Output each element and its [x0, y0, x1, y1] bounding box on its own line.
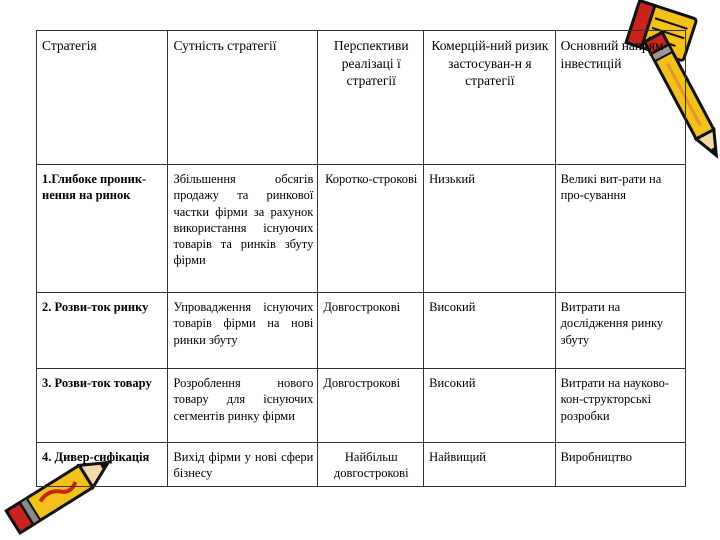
cell-investment: Витрати на науково-кон-структорські розробки: [555, 369, 685, 443]
cell-prospects: Найбільш довгострокові: [318, 443, 424, 487]
cell-risk: Високий: [424, 369, 555, 443]
strategy-table: [36, 30, 686, 487]
cell-essence: Вихід фірми у нові сфери бізнесу: [168, 443, 318, 487]
cell-risk: Високий: [424, 293, 555, 369]
cell-investment: Великі вит-рати на про-сування: [555, 165, 685, 293]
table-row: [37, 443, 686, 487]
cell-strategy: 3. Розви-ток товару: [37, 369, 168, 443]
cell-strategy: 2. Розви-ток ринку: [37, 293, 168, 369]
cell-prospects: Коротко-строкові: [318, 165, 424, 293]
table-row: [37, 293, 686, 369]
table-header-row: [37, 31, 686, 165]
cell-prospects: Довгострокові: [318, 293, 424, 369]
header-risk: Комерцій-ний ризик застосуван-н я стратегії: [424, 31, 555, 165]
cell-investment: Витрати на дослідження ринку збуту: [555, 293, 685, 369]
header-prospects: Перспективи реалізаці ї стратегії: [318, 31, 424, 165]
header-strategy: Стратегія: [37, 31, 168, 165]
cell-risk: Найвищий: [424, 443, 555, 487]
table-row: [37, 165, 686, 293]
header-investment: Основний напрям інвестицій: [555, 31, 685, 165]
cell-prospects: Довгострокові: [318, 369, 424, 443]
cell-strategy: 1.Глибоке проник-нення на ринок: [37, 165, 168, 293]
cell-essence: Розроблення нового товару для існуючих сегментів ринку фірми: [168, 369, 318, 443]
cell-strategy: 4. Дивер-сифікація: [37, 443, 168, 487]
cell-essence: Упровадження існуючих товарів фірми на нові ринки збуту: [168, 293, 318, 369]
cell-investment: Виробництво: [555, 443, 685, 487]
cell-risk: Низький: [424, 165, 555, 293]
header-essence: Сутність стратегії: [168, 31, 318, 165]
cell-essence: Збільшення обсягів продажу та ринкової частки фірми за рахунок використання існуючих товарів та ринків збуту фірми: [168, 165, 318, 293]
table-row: [37, 369, 686, 443]
